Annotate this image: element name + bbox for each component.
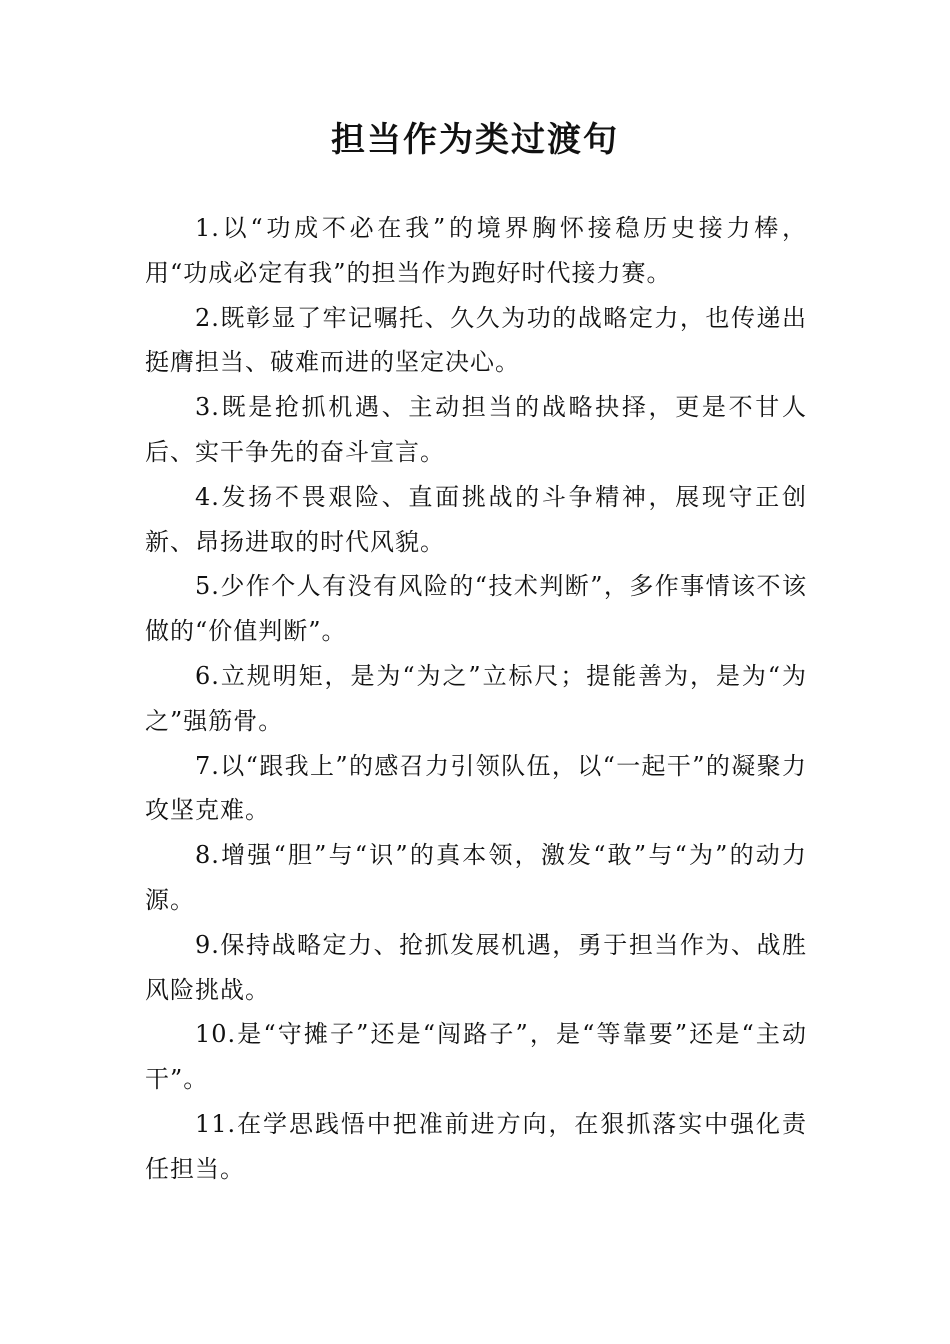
document-title: 担当作为类过渡句 xyxy=(331,120,619,160)
list-item: 8.增强“胆”与“识”的真本领，激发“敢”与“为”的动力源。 xyxy=(145,841,807,914)
list-item: 9.保持战略定力、抢抓发展机遇，勇于担当作为、战胜风险挑战。 xyxy=(145,930,807,1004)
list-item: 10.是“守摊子”还是“闯路子”，是“等靠要”还是“主动干”。 xyxy=(145,1020,807,1094)
sentence-list xyxy=(145,206,807,1192)
list-item: 11.在学思践悟中把准前进方向，在狠抓落实中强化责任担当。 xyxy=(145,1109,807,1183)
list-item: 3.既是抢抓机遇、主动担当的战略抉择，更是不甘人后、实干争先的奋斗宣言。 xyxy=(145,393,807,466)
list-item: 4.发扬不畏艰险、直面挑战的斗争精神，展现守正创新、昂扬进取的时代风貌。 xyxy=(145,482,807,556)
list-item: 1.以“功成不必在我”的境界胸怀接稳历史接力棒，用“功成必定有我”的担当作为跑好时代接力赛。 xyxy=(145,214,807,287)
list-item: 2.既彰显了牢记嘱托、久久为功的战略定力，也传递出挺膺担当、破难而进的坚定决心。 xyxy=(145,303,807,377)
list-item: 7.以“跟我上”的感召力引领队伍，以“一起干”的凝聚力攻坚克难。 xyxy=(145,751,807,825)
list-item: 6.立规明矩，是为“为之”立标尺；提能善为，是为“为之”强筋骨。 xyxy=(145,661,807,735)
list-item: 5.少作个人有没有风险的“技术判断”，多作事情该不该做的“价值判断”。 xyxy=(145,572,807,646)
